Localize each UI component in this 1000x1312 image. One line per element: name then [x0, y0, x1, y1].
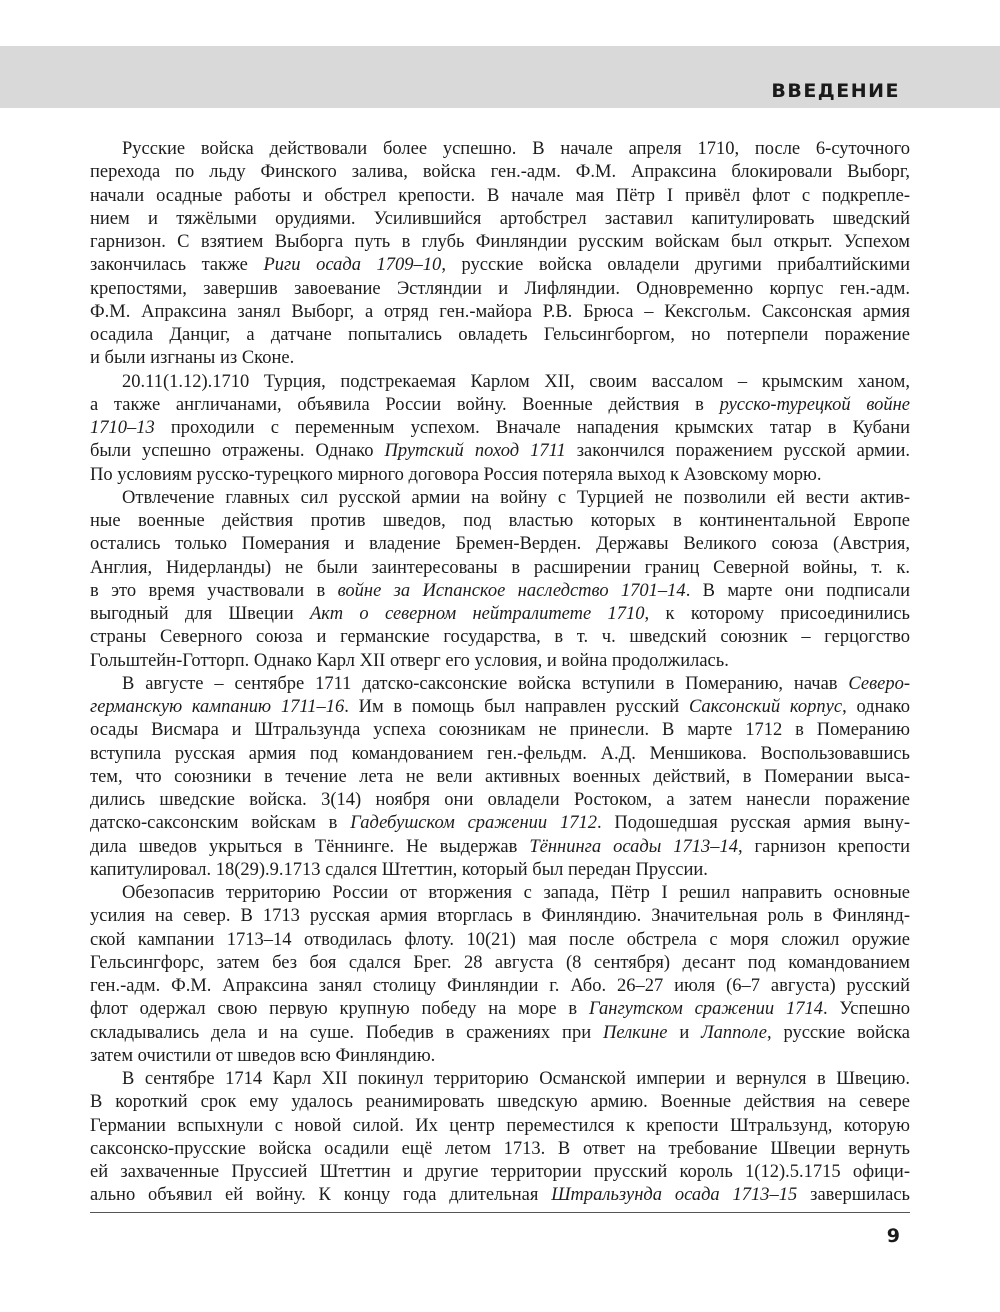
- text-run: , однако: [842, 697, 910, 717]
- text-line: [90, 975, 910, 998]
- text-line: [90, 510, 910, 533]
- text-line: [90, 1161, 910, 1184]
- text-line: [90, 324, 910, 347]
- text-run: . Успешно: [822, 999, 910, 1020]
- text-run: были успешно отражены. Однако: [90, 441, 385, 462]
- paragraph: [90, 371, 910, 487]
- text-run: проходили с переменным успехом. Вначале нападения крымских татар в Кубани: [154, 418, 910, 438]
- text-run: 20.11(1.12).1710 Турция, подстрекаемая Карлом XII, своим вассалом – крымским ханом,: [122, 371, 910, 392]
- text-line: [90, 766, 910, 789]
- text-run: начали осадные работы и обстрел крепости. В начале мая Пётр I привёл флот с подкрепле-: [90, 185, 910, 206]
- text-run: . Им в помощь был направлен русский: [344, 697, 689, 717]
- text-line: [90, 533, 910, 556]
- text-run: ген.-адм. Ф.М. Апраксина занял столицу Финляндии г. Або. 26–27 июля (6–7 августа) русский: [90, 976, 910, 996]
- text-line: [90, 673, 910, 696]
- text-line: [90, 952, 910, 975]
- text-run: в это время участвовали в: [90, 580, 338, 601]
- text-run: В сентябре 1714 Карл XII покинул территорию Османской империи и вернулся в Швецию.: [122, 1069, 910, 1089]
- text-line: [90, 929, 910, 952]
- text-line: [90, 719, 910, 742]
- text-line: [90, 1184, 910, 1207]
- text-run: закончилась также: [90, 255, 264, 276]
- text-run: В короткий срок ему удалось реанимировать шведскую армию. Военные действия на севере: [90, 1092, 910, 1113]
- text-run: гарнизон. С взятием Выборга путь в глубь Финляндии русским войскам был открыт. Успехом: [90, 232, 910, 252]
- text-line: [90, 138, 910, 161]
- paragraph: [90, 882, 910, 1068]
- text-line: [90, 394, 910, 417]
- text-line: [90, 1022, 910, 1045]
- text-line: [90, 1091, 910, 1114]
- italic-term: Штральзунда осада 1713–15: [551, 1185, 798, 1206]
- italic-term: Лапполе: [701, 1022, 767, 1043]
- text-line: [90, 301, 910, 324]
- text-run: остались только Померания и владение Бремен-Верден. Державы Великого союза (Австрия,: [90, 534, 910, 555]
- text-line: [90, 580, 910, 603]
- text-run: , русские войска овладели другими прибалтийскими: [441, 255, 910, 276]
- italic-term: Риги осада 1709–10: [263, 255, 442, 276]
- italic-term: 1710–13: [90, 418, 155, 438]
- text-line: [90, 882, 910, 905]
- text-line: [90, 161, 910, 184]
- text-run: Германии вспыхнули с новой силой. Их центр переместился к крепости Штральзунд, которую: [90, 1115, 910, 1136]
- text-run: Ф.М. Апраксина занял Выборг, а отряд ген.-майора Р.В. Брюса – Кексгольм. Саксонская армия: [90, 301, 910, 322]
- text-line: [90, 254, 910, 277]
- text-run: закончился поражением русской армии.: [565, 441, 910, 462]
- text-line: [90, 231, 910, 254]
- text-line: [90, 998, 910, 1021]
- text-run: и: [667, 1022, 702, 1043]
- text-run: ей захваченные Пруссией Штеттин и другие территории прусский король 1(12).5.1715 офици-: [90, 1162, 910, 1182]
- text-line: [90, 626, 910, 649]
- paragraph: [90, 487, 910, 673]
- text-line: [90, 905, 910, 928]
- text-run: а также англичанами, объявила России войну. Военные действия в: [90, 394, 720, 415]
- text-run: . В марте они подписали: [685, 580, 910, 601]
- text-run: В августе – сентябре 1711 датско-саксонские войска вступили в Померанию, начав: [122, 673, 849, 694]
- text-run: датско-саксонским войскам в: [90, 813, 351, 834]
- text-line: [90, 603, 910, 626]
- text-line: [90, 743, 910, 766]
- italic-term: Гангутском сражении 1714: [588, 999, 823, 1020]
- italic-term: русско-турецкой войне: [719, 394, 910, 415]
- text-line: [90, 1068, 910, 1091]
- text-run: Отвлечение главных сил русской армии на войну с Турцией не позволили ей вести актив-: [122, 487, 910, 508]
- text-run: ской кампании 1713–14 отводилась флоту. 10(21) мая после обстрела с моря сложил оружие: [90, 929, 910, 950]
- text-run: ально объявил ей войну. К концу года длительная: [90, 1185, 552, 1206]
- paragraph: [90, 673, 910, 882]
- text-line: [90, 208, 910, 231]
- text-run: вступила русская армия под командованием ген.-фельдм. А.Д. Меншикова. Воспользовавшись: [90, 743, 910, 764]
- italic-term: Тённинга осады 1713–14: [529, 836, 738, 857]
- italic-term: Прутский поход 1711: [384, 441, 566, 462]
- text-run: , к которому присоединились: [644, 604, 910, 624]
- text-run: усилия на север. В 1713 русская армия вторглась в Финляндию. Значительная роль в Финлянд-: [90, 906, 910, 927]
- text-line: [90, 650, 910, 673]
- text-line: [90, 440, 910, 463]
- text-run: Русские войска действовали более успешно. В начале апреля 1710, после 6-суточного: [122, 139, 910, 159]
- text-run: ные военные действия против шведов, под властью которых в континентальной Европе: [90, 511, 910, 531]
- text-run: и были изгнаны из Сконе.: [90, 348, 295, 369]
- paragraph: [90, 138, 910, 371]
- text-run: Гельсингфорс, затем без боя сдался Брег. 28 августа (8 сентября) десант под командованием: [90, 952, 910, 973]
- text-line: [90, 696, 910, 719]
- italic-term: Акт о северном нейтралитете 1710: [310, 604, 645, 624]
- text-run: Гольштейн-Готторп. Однако Карл XII отверг его условия, и война продолжилась.: [90, 650, 729, 671]
- italic-term: Саксонский корпус: [688, 697, 843, 717]
- text-line: [90, 1045, 910, 1068]
- text-run: капитулировал. 18(29).9.1713 сдался Штеттин, который был передан Пруссии.: [90, 859, 708, 880]
- text-run: страны Северного союза и германские государства, в т. ч. шведский союзник – герцогство: [90, 627, 910, 648]
- italic-term: войне за Испанское наследство 1701–14: [337, 580, 686, 601]
- text-line: [90, 464, 910, 487]
- text-run: осады Висмара и Штральзунда успеха союзникам не принесли. В марте 1712 в Померанию: [90, 720, 910, 741]
- text-run: складывались дела и на суше. Победив в сражениях при: [90, 1022, 603, 1043]
- text-run: саксонско-прусские войска осадили ещё летом 1713. В ответ на требование Швеции вернуть: [90, 1138, 910, 1159]
- text-line: [90, 1115, 910, 1138]
- text-run: перехода по льду Финского залива, войска ген.-адм. Ф.М. Апраксина блокировали Выборг,: [90, 162, 910, 183]
- text-line: [90, 185, 910, 208]
- text-run: Англия, Нидерланды) не были заинтересованы в расширении границ Северной войны, т. к.: [90, 557, 910, 578]
- italic-term: Северо-: [848, 673, 910, 694]
- text-run: дила шведов укрыться в Тённинге. Не выдержав: [90, 836, 530, 857]
- text-line: [90, 347, 910, 370]
- text-run: затем очистили от шведов всю Финляндию.: [90, 1045, 436, 1066]
- text-run: Обезопасив территорию России от вторжения с запада, Пётр I решил направить основные: [122, 883, 910, 903]
- text-line: [90, 1138, 910, 1161]
- italic-term: Пелкине: [602, 1022, 668, 1043]
- text-run: флот одержал свою первую крупную победу на море в: [90, 999, 589, 1020]
- footer-rule: [90, 1212, 910, 1213]
- text-line: [90, 789, 910, 812]
- text-run: тем, что союзники в течение лета не вели активных военных действий, в Померании выса-: [90, 766, 910, 787]
- text-run: нием и тяжёлыми орудиями. Усилившийся артобстрел заставил капитулировать шведский: [90, 208, 910, 229]
- text-line: [90, 812, 910, 835]
- italic-term: германскую кампанию 1711–16: [90, 697, 345, 717]
- text-run: По условиям русско-турецкого мирного договора Россия потеряла выход к Азовскому морю.: [90, 464, 822, 485]
- text-run: . Подошедшая русская армия выну-: [596, 813, 910, 834]
- text-run: выгодный для Швеции: [90, 604, 310, 624]
- text-line: [90, 859, 910, 882]
- text-run: , русские войска: [766, 1022, 911, 1043]
- text-run: крепостями, завершив завоевание Эстляндии и Лифляндии. Одновременно корпус ген.-адм.: [90, 278, 910, 299]
- italic-term: Гадебушском сражении 1712: [350, 813, 597, 834]
- paragraph: [90, 1068, 910, 1208]
- text-run: завершилась: [797, 1185, 910, 1206]
- text-line: [90, 487, 910, 510]
- text-line: [90, 836, 910, 859]
- text-line: [90, 371, 910, 394]
- running-header-title: ВВЕДЕНИЕ: [771, 80, 900, 102]
- text-run: дились шведские войска. 3(14) ноября они овладели Ростоком, а затем нанесли поражение: [90, 790, 910, 810]
- text-line: [90, 278, 910, 301]
- text-run: , гарнизон крепости: [737, 836, 910, 857]
- text-line: [90, 557, 910, 580]
- page-number: 9: [886, 1225, 900, 1247]
- text-run: осадила Данциг, а датчане попытались овладеть Гельсингборгом, но потерпели поражение: [90, 325, 910, 345]
- body-text: [90, 138, 910, 1208]
- text-line: [90, 417, 910, 440]
